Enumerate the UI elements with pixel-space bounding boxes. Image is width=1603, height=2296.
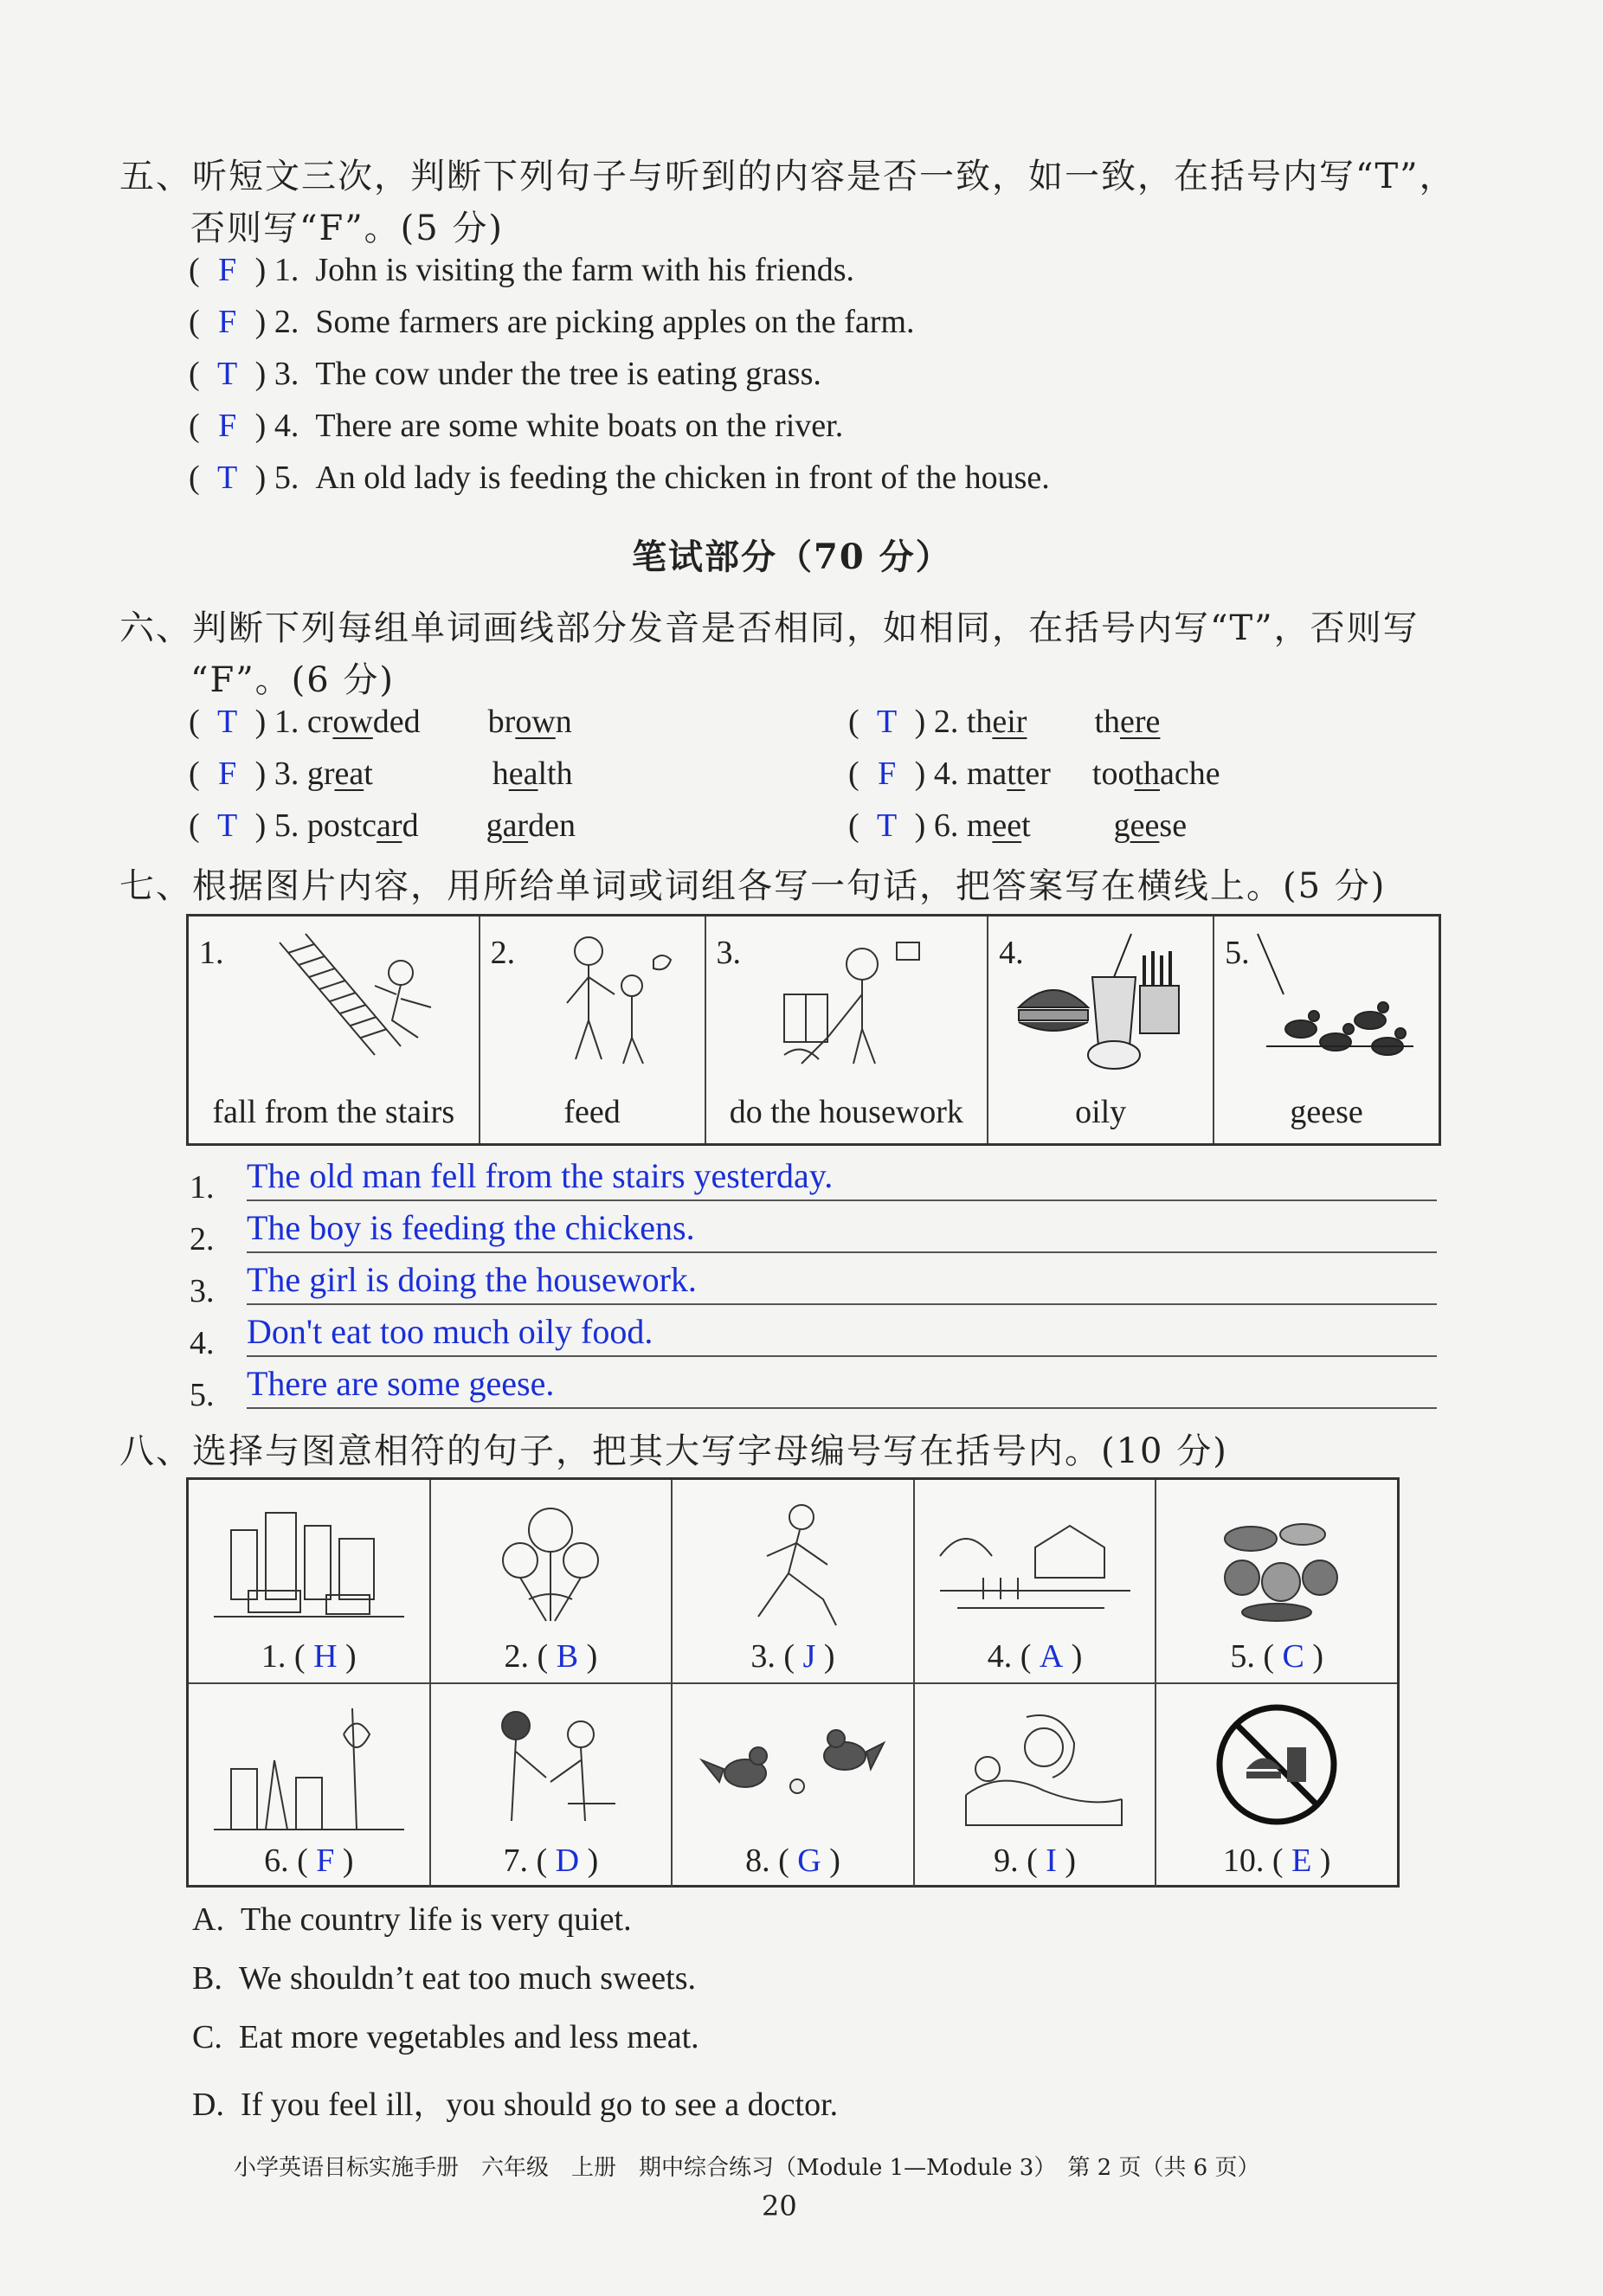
word-1: great [306,756,373,792]
city-street-illustration [214,1495,404,1625]
stairs-fall-illustration [271,925,444,1064]
cell-number: 5. [1225,935,1250,971]
written-section-title: 笔试部分（70 分） [632,537,952,577]
cell-number: 3. [716,935,742,971]
section5-heading-line1: 五、听短文三次，判断下列句子与听到的内容是否一致，如一致，在括号内写“T”， [119,157,1456,196]
list-item: ( T ) 5. An old lady is feeding the chicken in front of the house. [189,460,1050,496]
answer-blank[interactable]: C [1282,1638,1304,1675]
word-2: geese [1113,807,1188,844]
section7-heading: 七、根据图片内容，用所给单词或词组各写一句话，把答案写在横线上。(5 分) [119,866,1387,906]
answer-line-1 [186,1154,1437,1206]
option-text: If you feel ill，you should go to see a doctor. [240,2087,839,2123]
word-1: postcard [306,807,419,844]
cell-number: 1. [199,935,224,971]
cell-number: 2. [504,1638,530,1675]
option-letter: C. [192,2019,222,2055]
picture-cell [480,916,706,1143]
picture-cell: 2. ( B ) [431,1480,673,1682]
answer-line-3 [186,1258,1437,1310]
word-2: toothache [1091,756,1220,792]
item-number: 4. [933,756,959,792]
picture-cell: 7. ( D ) [431,1684,673,1887]
written-answer[interactable]: Don't eat too much oily food. [247,1312,653,1351]
word-1: crowded [306,704,421,740]
item-number: 6. [933,807,959,844]
picture-cell: 8. ( G ) [673,1684,915,1887]
word-2: brown [487,704,572,740]
item-number: 2. [274,304,299,340]
answer-blank[interactable]: I [1046,1843,1057,1879]
item-text: There are some white boats on the river. [315,408,844,444]
answer-blank[interactable]: T [217,356,238,392]
option-item [192,2077,838,2136]
answer-blank[interactable]: T [877,704,898,740]
answer-blank[interactable]: G [797,1843,821,1879]
item-number: 5. [274,460,299,496]
answer-line-5 [186,1362,1437,1414]
picture-cell: 3. ( J ) [673,1480,915,1682]
answer-blank[interactable]: T [217,807,238,844]
page-footer: 小学英语目标实施手册 六年级 上册 期中综合练习（Module 1—Module 3） 第 2 页（共 6 页） [234,2155,1260,2181]
cell-caption: geese [1290,1094,1363,1130]
section6-item-6: ( T ) 6. meet geese [848,807,1188,844]
item-text: Some farmers are picking apples on the farm. [315,304,915,340]
countryside-illustration [931,1495,1139,1617]
answer-blank[interactable]: T [217,704,238,740]
item-number: 3. [274,756,299,792]
word-1: meet [966,807,1031,844]
no-junk-food-sign-icon [1207,1700,1346,1838]
answer-blank[interactable]: F [878,756,897,792]
runner-illustration [706,1495,879,1634]
section8-options [192,1900,838,2136]
answer-blank[interactable]: D [555,1843,580,1879]
item-number: 5. [274,807,299,844]
picture-cell: 9. ( I ) [915,1684,1157,1887]
picture-cell: 1. ( H ) [189,1480,431,1682]
answer-blank[interactable]: T [217,460,238,496]
cell-caption: do the housework [729,1094,963,1130]
birds-illustration [698,1700,888,1821]
item-number: 3. [274,356,299,392]
picture-cell: 6. ( F ) [189,1684,431,1887]
answer-blank[interactable]: F [218,408,237,444]
word-2: health [492,756,573,792]
option-text: Eat more vegetables and less meat. [238,2019,699,2055]
fast-food-illustration [1010,925,1192,1072]
section6-heading-line2: “F”。(6 分) [190,660,396,700]
cell-number: 4. [999,935,1024,971]
geese-illustration [1249,925,1422,1072]
section5-heading-line2: 否则写“F”。(5 分) [190,209,505,248]
cell-number: 10. [1222,1843,1265,1879]
girl-sick-in-bed-illustration [940,1700,1130,1838]
answer-blank[interactable]: B [556,1638,579,1675]
section6-item-1: ( T ) 1. crowded brown [189,704,572,740]
written-answer[interactable]: The old man fell from the stairs yesterday. [247,1156,834,1195]
line-number: 2. [190,1221,215,1257]
cell-number: 9. [994,1843,1019,1879]
answer-blank[interactable]: J [802,1638,816,1675]
boy-feeding-chickens-illustration [550,925,679,1072]
answer-blank[interactable]: A [1039,1638,1064,1675]
word-2: there [1094,704,1161,740]
written-answer[interactable]: The boy is feeding the chickens. [247,1208,695,1247]
city-skyline-illustration [214,1700,404,1838]
section8-heading: 八、选择与图意相符的句子，把其大写字母编号写在括号内。(10 分) [119,1431,1228,1471]
written-answer[interactable]: There are some geese. [247,1364,555,1403]
answer-blank[interactable]: E [1291,1843,1312,1879]
line-number: 3. [190,1273,215,1309]
lollipops-sweets-illustration [464,1495,637,1625]
item-number: 4. [274,408,299,444]
answer-blank[interactable]: F [218,252,237,288]
picture-cell: 10. ( E ) [1156,1684,1397,1887]
section6-item-5: ( T ) 5. postcard garden [189,807,576,844]
section6-item-4: ( F ) 4. matter toothache [848,756,1220,792]
item-text: John is visiting the farm with his friends. [315,252,855,288]
item-number: 1. [274,704,299,740]
cell-number: 8. [745,1843,770,1879]
cell-number: 4. [987,1638,1013,1675]
line-number: 5. [190,1377,215,1413]
answer-blank[interactable]: T [877,807,898,844]
item-number: 2. [933,704,959,740]
answer-line-4 [186,1310,1437,1362]
word-1: matter [966,756,1051,792]
cell-number: 3. [750,1638,776,1675]
answer-blank[interactable]: F [316,1843,335,1879]
list-item: ( T ) 3. The cow under the tree is eating grass. [189,356,821,392]
cell-caption: oily [1075,1094,1127,1130]
word-1: their [966,704,1027,740]
section6-item-3: ( F ) 3. great health [189,756,573,792]
section7-picture-table [186,914,1441,1146]
cell-number: 2. [490,935,516,971]
item-number: 1. [274,252,299,288]
option-item [192,1959,838,2018]
section6-heading-line1: 六、判断下列每组单词画线部分发音是否相同，如相同，在括号内写“T”，否则写 [119,608,1420,648]
girl-housework-illustration [767,925,949,1072]
page-number: 20 [762,2190,797,2222]
answer-line-2 [186,1206,1437,1258]
picture-cell: 5. ( C ) [1156,1480,1397,1682]
list-item: ( F ) 4. There are some white boats on the river. [189,408,844,444]
list-item: ( F ) 2. Some farmers are picking apples on the farm. [189,304,915,340]
list-item: ( F ) 1. John is visiting the farm with his friends. [189,252,855,288]
option-letter: B. [192,1960,222,1997]
picture-cell [1214,916,1439,1143]
section5-list [189,251,1050,511]
option-text: We shouldn’t eat too much sweets. [238,1960,696,1997]
answer-blank[interactable]: F [218,304,237,340]
doctor-patient-illustration [464,1700,637,1838]
item-text: An old lady is feeding the chicken in front of the house. [315,460,1050,496]
section6-item-2: ( T ) 2. their there [848,704,1161,740]
cell-number: 5. [1230,1638,1255,1675]
written-answer[interactable]: The girl is doing the housework. [247,1260,697,1299]
line-number: 4. [190,1325,215,1361]
answer-blank[interactable]: H [313,1638,338,1675]
answer-blank[interactable]: F [218,756,237,792]
picture-cell [988,916,1214,1143]
item-text: The cow under the tree is eating grass. [315,356,821,392]
section8-picture-table [186,1477,1400,1888]
picture-cell: 4. ( A ) [915,1480,1157,1682]
cell-number: 6. [264,1843,289,1879]
option-item [192,2018,838,2077]
picture-cell [189,916,480,1143]
picture-cell [706,916,989,1143]
cell-number: 1. [261,1638,286,1675]
option-letter: D. [192,2087,224,2123]
line-number: 1. [190,1169,215,1206]
cell-number: 7. [503,1843,528,1879]
cell-caption: fall from the stairs [212,1094,455,1130]
word-2: garden [486,807,576,844]
vegetables-meat-illustration [1190,1495,1363,1625]
option-text: The country life is very quiet. [240,1901,632,1938]
option-item [192,1900,838,1959]
option-letter: A. [192,1901,224,1938]
cell-caption: feed [563,1094,621,1130]
